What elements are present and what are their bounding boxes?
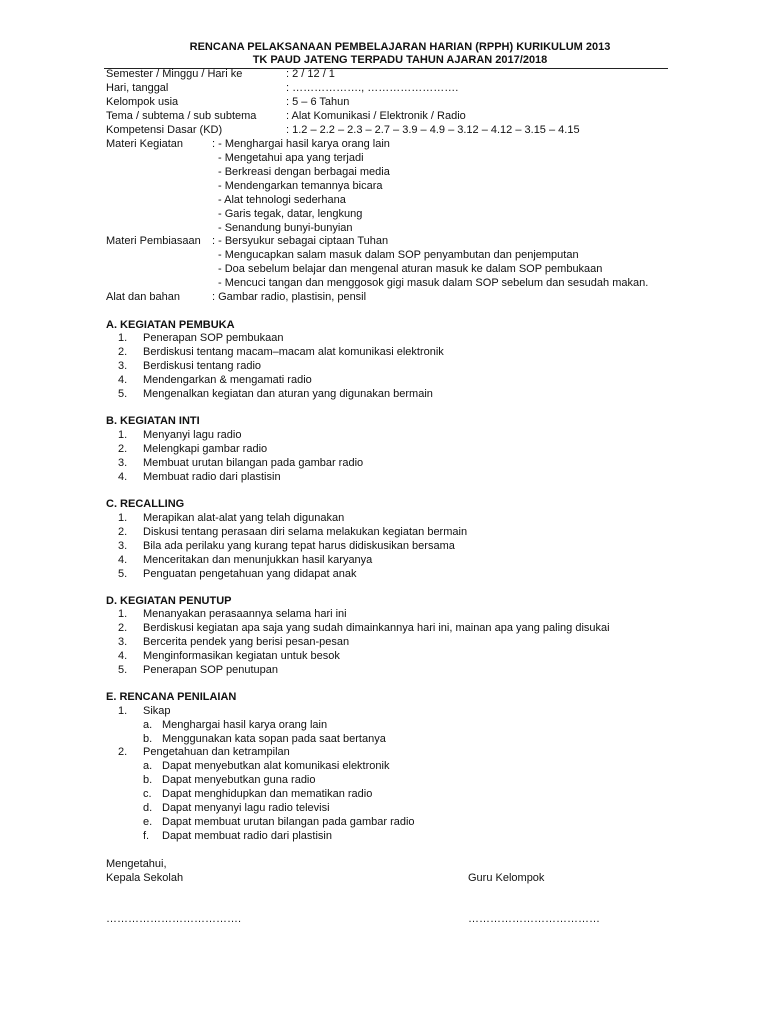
list-item: Penerapan SOP pembukaan — [143, 332, 284, 344]
materi-kegiatan-label: Materi Kegiatan — [106, 138, 184, 150]
list-number: 2. — [118, 622, 128, 634]
info-value-kelompok: : 5 – 6 Tahun — [286, 96, 350, 108]
list-item: Membuat radio dari plastisin — [143, 471, 281, 483]
list-item: Mendengarkan & mengamati radio — [143, 374, 312, 386]
info-label-kelompok: Kelompok usia — [106, 96, 179, 108]
sub-item: Dapat menyebutkan alat komunikasi elektronik — [162, 760, 390, 772]
kepala-sekolah-signature-line: ………………………………. — [106, 913, 242, 925]
info-value-hari: : ………………., ……………………. — [286, 82, 459, 94]
list-number: 3. — [118, 636, 128, 648]
sub-item-letter: d. — [143, 802, 153, 814]
list-number: 1. — [118, 705, 128, 717]
info-value-tema: : Alat Komunikasi / Elektronik / Radio — [286, 110, 466, 122]
sub-item-letter: f. — [143, 830, 150, 842]
section-b-heading: B. KEGIATAN INTI — [106, 415, 200, 427]
sub-item: Dapat menyanyi lagu radio televisi — [162, 802, 330, 814]
list-item: Penerapan SOP penutupan — [143, 664, 278, 676]
mengetahui-label: Mengetahui, — [106, 858, 167, 870]
list-number: 3. — [118, 540, 128, 552]
list-number: 2. — [118, 526, 128, 538]
list-number: 4. — [118, 650, 128, 662]
list-number: 1. — [118, 332, 128, 344]
list-number: 2. — [118, 443, 128, 455]
list-number: 3. — [118, 360, 128, 372]
list-item: Menanyakan perasaannya selama hari ini — [143, 608, 347, 620]
info-label-kd: Kompetensi Dasar (KD) — [106, 124, 223, 136]
alat-bahan-value: : Gambar radio, plastisin, pensil — [212, 291, 367, 303]
materi-kegiatan-item: - Alat tehnologi sederhana — [218, 194, 346, 206]
list-number: 4. — [118, 374, 128, 386]
sub-item-letter: a. — [143, 760, 153, 772]
list-item: Bercerita pendek yang berisi pesan-pesan — [143, 636, 350, 648]
info-label-tema: Tema / subtema / sub subtema — [106, 110, 257, 122]
list-number: 5. — [118, 568, 128, 580]
sub-item: Dapat menghidupkan dan mematikan radio — [162, 788, 373, 800]
materi-pembiasaan-item: - Mengucapkan salam masuk dalam SOP penyambutan dan penjemputan — [218, 249, 579, 261]
list-item: Berdiskusi kegiatan apa saja yang sudah dimainkannya hari ini, mainan apa yang paling disukai — [143, 622, 610, 634]
sub-item-letter: b. — [143, 774, 153, 786]
document-title: RENCANA PELAKSANAAN PEMBELAJARAN HARIAN (RPPH) KURIKULUM 2013 — [189, 41, 611, 53]
list-item: Berdiskusi tentang macam–macam alat komunikasi elektronik — [143, 346, 444, 358]
list-number: 5. — [118, 664, 128, 676]
sub-item-letter: b. — [143, 733, 153, 745]
sub-item-letter: e. — [143, 816, 153, 828]
list-item: Membuat urutan bilangan pada gambar radio — [143, 457, 364, 469]
list-number: 1. — [118, 512, 128, 524]
materi-kegiatan-item: - Senandung bunyi-bunyian — [218, 222, 353, 234]
list-number: 1. — [118, 608, 128, 620]
materi-kegiatan-item: - Mengetahui apa yang terjadi — [218, 152, 364, 164]
section-c-heading: C. RECALLING — [106, 498, 185, 510]
info-value-semester: : 2 / 12 / 1 — [286, 68, 335, 80]
list-item: Berdiskusi tentang radio — [143, 360, 262, 372]
materi-pembiasaan-item: - Doa sebelum belajar dan mengenal aturan masuk ke dalam SOP pembukaan — [218, 263, 603, 275]
list-item: Mengenalkan kegiatan dan aturan yang digunakan bermain — [143, 388, 433, 400]
guru-kelompok-label: Guru Kelompok — [468, 872, 545, 884]
list-item: Melengkapi gambar radio — [143, 443, 268, 455]
sub-item: Dapat membuat urutan bilangan pada gambar radio — [162, 816, 415, 828]
sub-item: Dapat menyebutkan guna radio — [162, 774, 316, 786]
materi-kegiatan-item: : - Menghargai hasil karya orang lain — [212, 138, 390, 150]
sub-item-letter: a. — [143, 719, 153, 731]
info-label-semester: Semester / Minggu / Hari ke — [106, 68, 243, 80]
section-a-heading: A. KEGIATAN PEMBUKA — [106, 319, 235, 331]
sub-item: Menggunakan kata sopan pada saat bertanya — [162, 733, 386, 745]
list-item: Diskusi tentang perasaan diri selama melakukan kegiatan bermain — [143, 526, 468, 538]
info-label-hari: Hari, tanggal — [106, 82, 169, 94]
list-number: 3. — [118, 457, 128, 469]
document-subtitle: TK PAUD JATENG TERPADU TAHUN AJARAN 2017/2018 — [252, 54, 548, 66]
alat-bahan-label: Alat dan bahan — [106, 291, 181, 303]
section-e-heading: E. RENCANA PENILAIAN — [106, 691, 237, 703]
list-item: Pengetahuan dan ketrampilan — [143, 746, 290, 758]
sub-item-letter: c. — [143, 788, 152, 800]
list-number: 5. — [118, 388, 128, 400]
list-number: 1. — [118, 429, 128, 441]
info-value-kd: : 1.2 – 2.2 – 2.3 – 2.7 – 3.9 – 4.9 – 3.12 – 4.12 – 3.15 – 4.15 — [286, 124, 580, 136]
section-d-heading: D. KEGIATAN PENUTUP — [106, 595, 232, 607]
list-item: Merapikan alat-alat yang telah digunakan — [143, 512, 345, 524]
materi-kegiatan-item: - Berkreasi dengan berbagai media — [218, 166, 390, 178]
list-item: Menginformasikan kegiatan untuk besok — [143, 650, 340, 662]
materi-kegiatan-item: - Garis tegak, datar, lengkung — [218, 208, 363, 220]
kepala-sekolah-label: Kepala Sekolah — [106, 872, 184, 884]
materi-kegiatan-item: - Mendengarkan temannya bicara — [218, 180, 383, 192]
list-item: Sikap — [143, 705, 171, 717]
sub-item: Dapat membuat radio dari plastisin — [162, 830, 332, 842]
list-item: Menyanyi lagu radio — [143, 429, 242, 441]
list-number: 2. — [118, 746, 128, 758]
materi-pembiasaan-label: Materi Pembiasaan — [106, 235, 201, 247]
materi-pembiasaan-item: : - Bersyukur sebagai ciptaan Tuhan — [212, 235, 389, 247]
materi-pembiasaan-item: - Mencuci tangan dan menggosok gigi masuk dalam SOP sebelum dan sesudah makan. — [218, 277, 649, 289]
sub-item: Menghargai hasil karya orang lain — [162, 719, 328, 731]
list-item: Menceritakan dan menunjukkan hasil karyanya — [143, 554, 373, 566]
list-number: 4. — [118, 471, 128, 483]
list-item: Bila ada perilaku yang kurang tepat harus didiskusikan bersama — [143, 540, 455, 552]
list-number: 4. — [118, 554, 128, 566]
list-item: Penguatan pengetahuan yang didapat anak — [143, 568, 357, 580]
guru-kelompok-signature-line: ……………………………… — [468, 913, 600, 925]
list-number: 2. — [118, 346, 128, 358]
